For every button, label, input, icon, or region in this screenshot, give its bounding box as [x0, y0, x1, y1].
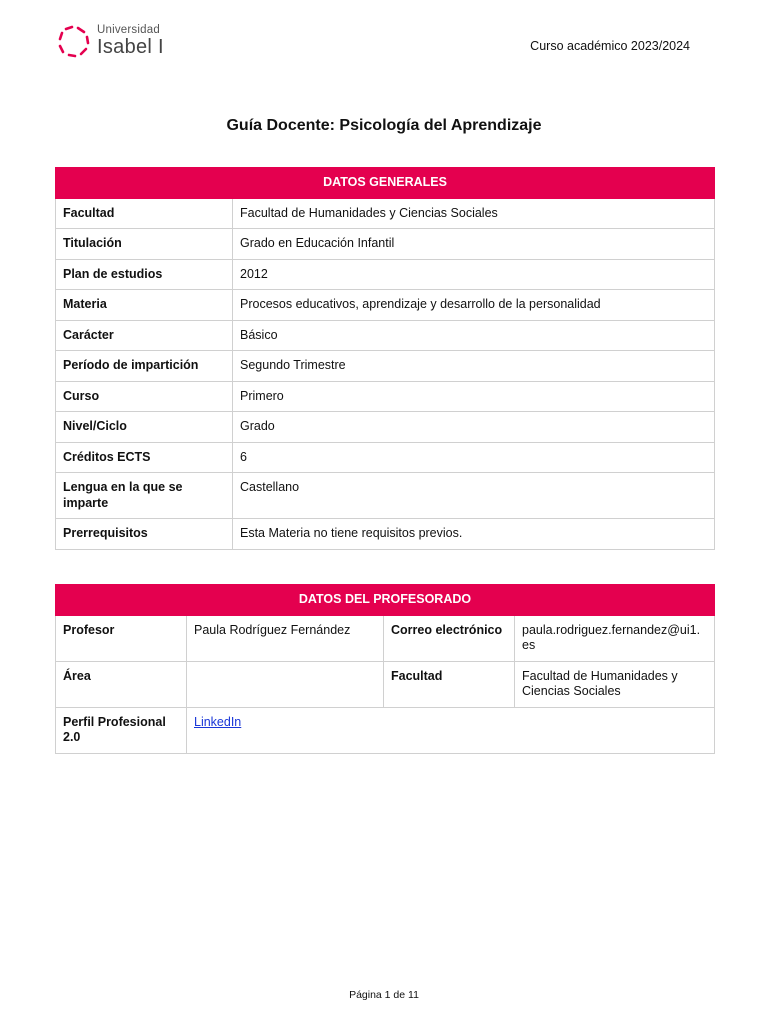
row-value: Primero — [233, 381, 715, 412]
profesor-label: Profesor — [56, 615, 187, 661]
course-year: Curso académico 2023/2024 — [530, 39, 690, 53]
table-row — [56, 290, 715, 321]
table-row — [56, 442, 715, 473]
general-data-table — [55, 167, 715, 550]
row-value: Facultad de Humanidades y Ciencias Sociales — [233, 198, 715, 229]
profesor-value: Paula Rodríguez Fernández — [187, 615, 384, 661]
row-value: 2012 — [233, 259, 715, 290]
perfil-value — [187, 707, 715, 753]
table-row — [56, 198, 715, 229]
row-value: Básico — [233, 320, 715, 351]
row-label: Curso — [56, 381, 233, 412]
area-value — [187, 661, 384, 707]
row-value: Grado — [233, 412, 715, 443]
table-row — [56, 707, 715, 753]
page-number: Página 1 de 11 — [349, 989, 419, 1001]
row-value: Segundo Trimestre — [233, 351, 715, 382]
table-row — [56, 229, 715, 260]
table-row — [56, 473, 715, 519]
row-value: Esta Materia no tiene requisitos previos. — [233, 519, 715, 550]
row-label: Prerrequisitos — [56, 519, 233, 550]
table-row — [56, 661, 715, 707]
table-row — [56, 615, 715, 661]
row-value: Grado en Educación Infantil — [233, 229, 715, 260]
email-label: Correo electrónico — [384, 615, 515, 661]
row-label: Período de impartición — [56, 351, 233, 382]
row-label: Plan de estudios — [56, 259, 233, 290]
logo-line-1: Universidad — [97, 23, 160, 36]
area-label: Área — [56, 661, 187, 707]
table-row — [56, 381, 715, 412]
email-value: paula.rodriguez.fernandez@ui1.es — [515, 615, 715, 661]
table-row — [56, 519, 715, 550]
row-label: Materia — [56, 290, 233, 321]
row-value: Procesos educativos, aprendizaje y desarrollo de la personalidad — [233, 290, 715, 321]
general-data-heading: DATOS GENERALES — [56, 168, 715, 199]
faculty-data-table — [55, 584, 715, 754]
row-label: Facultad — [56, 198, 233, 229]
facultad-label: Facultad — [384, 661, 515, 707]
university-logo-icon — [57, 24, 91, 58]
row-label: Carácter — [56, 320, 233, 351]
table-row — [56, 351, 715, 382]
perfil-label: Perfil Profesional 2.0 — [56, 707, 187, 753]
document-title: Guía Docente: Psicología del Aprendizaje — [226, 117, 542, 134]
university-logo — [57, 24, 164, 58]
facultad-value: Facultad de Humanidades y Ciencias Sociales — [515, 661, 715, 707]
row-label: Créditos ECTS — [56, 442, 233, 473]
row-value: Castellano — [233, 473, 715, 519]
faculty-data-heading: DATOS DEL PROFESORADO — [56, 585, 715, 616]
row-label: Titulación — [56, 229, 233, 260]
logo-line-2: Isabel I — [97, 36, 164, 59]
linkedin-link[interactable]: LinkedIn — [194, 714, 242, 729]
table-row — [56, 259, 715, 290]
table-row — [56, 412, 715, 443]
row-label: Lengua en la que se imparte — [56, 473, 233, 519]
row-label: Nivel/Ciclo — [56, 412, 233, 443]
row-value: 6 — [233, 442, 715, 473]
table-row — [56, 320, 715, 351]
